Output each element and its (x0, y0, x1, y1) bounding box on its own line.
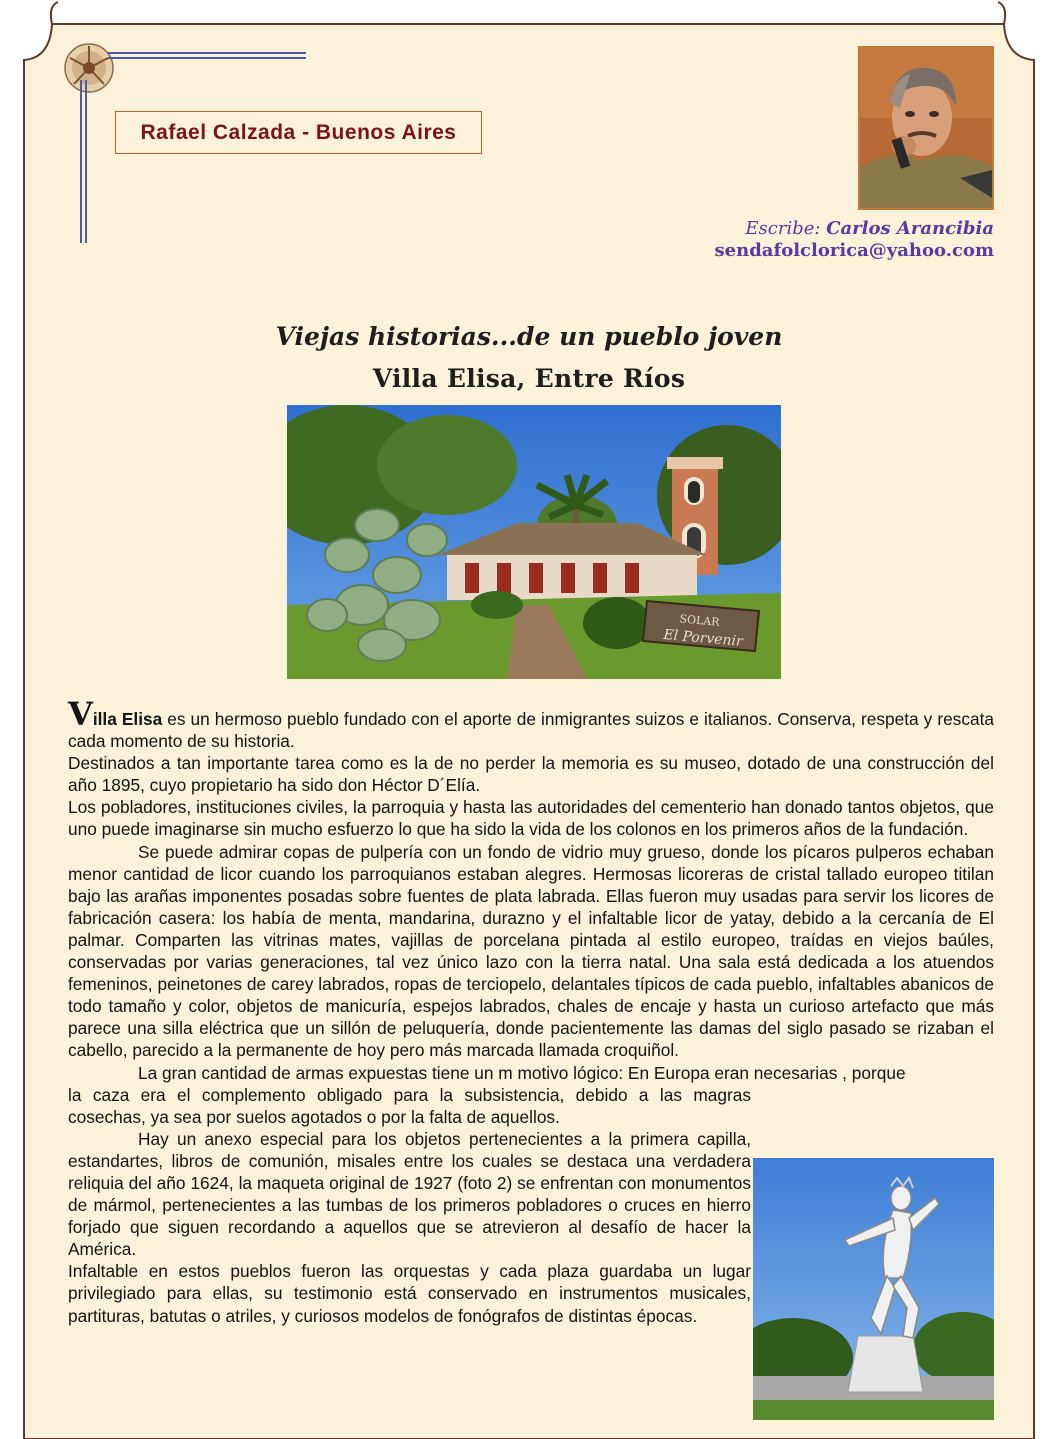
paragraph: Se puede admirar copas de pulpería con un fondo de vidrio muy grueso, donde los pícaros pulperos echaban menor cantidad de licor cuando los parroquianos estaban alegres. Hermosas licoreras de cristal tallado europeo titilan bajo las arañas imponentes posadas sobre fuentes de plata labrada. Ellas fueron muy usadas para servir los licores de fabricación casera: los había de menta, mandarina, durazno y el infaltable licor de yatay, debido a la cercanía de El palmar. Comparten las vitrinas mates, vajillas de porcelana pintada al estilo europeo, traídas en viejos baúles, conservadas por varias generaciones, tal vez único lazo con la tierra natal. Una sala está dedicada a los atuendos femeninos, peinetones de carey labrados, ropas de terciopelo, delantales típicos de cada pueblo, infaltables abanicos de todo tamaño y color, objetos de manicuría, espejos labrados, chales de encaje y hasta un curioso artefacto que más parece una silla eléctrica que un sillón de peluquería, donde pacientemente las damas del siglo pasado se rizaban el cabello, parecido a la permanente de hoy pero más marcada llamada croquiñol. (68, 841, 994, 1061)
museum-photo (287, 405, 781, 679)
author-byline (715, 218, 994, 239)
article-title: Viejas historias...de un pueblo joven (275, 322, 783, 351)
article-body (68, 695, 994, 1327)
author-photo (858, 46, 994, 210)
location-box (115, 111, 482, 154)
author-name: Carlos Arancibia (826, 218, 994, 239)
paragraph: Infaltable en estos pueblos fueron las orquestas y cada plaza guardaba un lugar privilegiado para ellas, su testimonio está conservado en instrumentos musicales, partituras, batutas o atriles, y curiosos modelos de fonógrafos de distintas épocas. (68, 1261, 751, 1326)
decorative-rule (108, 57, 306, 59)
paragraph: La gran cantidad de armas expuestas tiene un m motivo lógico: En Europa eran necesarias , porque (138, 1062, 906, 1083)
article-subtitle: Villa Elisa, Entre Ríos (372, 364, 686, 393)
paragraph: Los pobladores, instituciones civiles, la parroquia y hasta las autoridades del cementerio han donado tantos objetos, que uno puede imaginarse sin mucho esfuerzo lo que ha sido la vida de los colonos en los primeros años de la fundación. (68, 797, 994, 840)
paragraph: Destinados a tan importante tarea como es la de no perder la memoria es su museo, dotado de una construcción del año 1895, cuyo propietario ha sido don Héctor D´Elía. (68, 753, 994, 796)
paragraph: la caza era el complemento obligado para la subsistencia, debido a las magras cosechas, ya sea por suelos agotados o por la falta de aquellos. (68, 1084, 751, 1127)
paragraph (68, 695, 994, 752)
paragraph: Hay un anexo especial para los objetos pertenecientes a la primera capilla, estandartes, libros de comunión, misales entre los cuales se destaca una verdadera reliquia del año 1624, la maqueta original de 1927 (foto 2) se enfrentan con monumentos de mármol, pertenecientes a las tumbas de los primeros pobladores o cruces en hierro forjado que siguen recordando a aquellos que se atrevieron al desafío de hacer la América. (68, 1128, 751, 1260)
paragraph-text: es un hermoso pueblo fundado con el aporte de inmigrantes suizos e italianos. Conserva, respeta y rescata cada momento de su historia. (68, 709, 994, 752)
decorative-rule (85, 80, 87, 243)
author-prefix: Escribe: (745, 218, 821, 239)
location-label: Rafael Calzada - Buenos Aires (140, 120, 457, 144)
author-credit (715, 218, 994, 261)
sign-text: SOLAR (678, 612, 721, 629)
decorative-rule (108, 52, 306, 54)
lead-word: illa Elisa (92, 709, 163, 729)
shell-ornament-icon (64, 40, 114, 94)
drop-cap: V (68, 695, 93, 733)
sign-text: El Porvenir (662, 626, 744, 650)
decorative-rule (80, 80, 82, 243)
author-email: sendafolclorica@yahoo.com (714, 240, 994, 261)
